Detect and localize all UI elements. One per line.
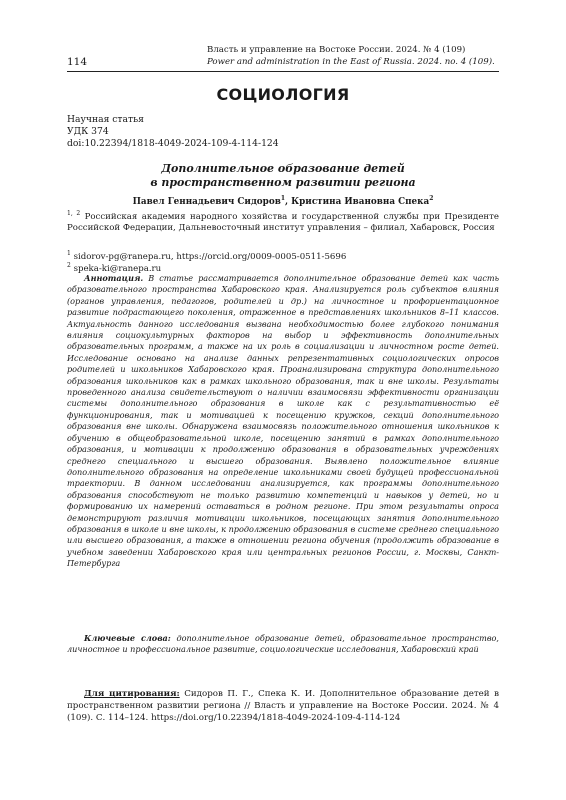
abstract bbox=[67, 273, 499, 570]
affiliation-text: Российская академия народного хозяйства и государственной службы при Президенте Российской Федерации, Дальневосточный институт управления – филиал, Хабаровск, Россия bbox=[67, 212, 499, 233]
section-title: СОЦИОЛОГИЯ bbox=[216, 85, 350, 104]
abstract-text: В статье рассматривается дополнительное образование детей как часть образовательного пространства Хабаровского края. Анализируется роль субъектов влияния (органов управления, педагогов, родителей и др.) на личностное и профориентационное развитие подрастающего поколения, отраженное в представлениях школьников 8–11 классов. Актуальность данного исследования вызвана необходимостью более глубокого понимания влияния социокультурных факторов на выбор и эффективность дополнительных образовательных программ, а также на их роль в социализации и личностном росте детей. Исследование основано на анализе данных репрезентативных социологических опросов родителей и школьников Хабаровского края. Проанализирована структура дополнительного образования школьников как в рамках школьного образования, так и вне школы. Результаты проведенного анализа свидетельствуют о наличии взаимосвязи эффективности организации системы дополнительного образования в школе как с результативностью её функционирования, так и мотивацией к посещению кружков, секций дополнительного образования вне школы. Обнаружена взаимосвязь положительного отношения школьников к обучению в общеобразовательной школе, посещению занятий в рамках дополнительного образования, и мотивации к продолжению образования в образовательных учреждениях среднего специального и высшего образования. Выявлено положительное влияние дополнительного образования на определение школьниками своей будущей профессиональной траектории. В данном исследовании анализируется, как программы дополнительного образования способствуют не только развитию компетенций и навыков у детей, но и формированию их намерений оставаться в родном регионе. При этом результаты опроса демонстрируют различия мотивации школьников, посещающих занятия дополнительного образования в школе и вне школы, к продолжению образования в системе среднего специального или высшего образования, а также в отношении региона обучения (продолжить образование в учебном заведении Хабаровского края или центральных регионов России, г. Москвы, Санкт-Петербурга bbox=[67, 273, 499, 569]
journal-reference bbox=[207, 44, 499, 68]
header-divider bbox=[67, 71, 499, 72]
author-affiliation-mark: 1 bbox=[280, 195, 285, 203]
article-title bbox=[67, 162, 499, 189]
contact-mark: 1 bbox=[67, 250, 71, 258]
contact-links[interactable]: sidorov-pg@ranepa.ru, https://orcid.org/0009-0005-0511-5696 bbox=[73, 252, 347, 262]
keywords-label: Ключевые слова: bbox=[84, 633, 171, 643]
author-contacts bbox=[67, 251, 346, 275]
article-meta bbox=[67, 114, 279, 150]
article-type: Научная статья bbox=[67, 114, 144, 125]
keywords-text: дополнительное образование детей, образовательное пространство, личностное и профессиональное развитие, социологические исследования, Хабаровский край bbox=[67, 633, 499, 655]
udk-code: УДК 374 bbox=[67, 126, 109, 137]
contact-email[interactable]: speka-ki@ranepa.ru bbox=[73, 264, 162, 274]
journal-title-en: Power and administration in the East of Russia. 2024. no. 4 (109). bbox=[207, 57, 495, 68]
abstract-label: Аннотация. bbox=[84, 273, 144, 283]
citation-text: Сидоров П. Г., Спека К. И. Дополнительное образование детей в пространственном развитии региона // Власть и управление на Востоке России. 2024. № 4 (109). С. 114–124. https://doi.org/10.22394/1818-4049-2024-109-4-114-124 bbox=[67, 689, 499, 723]
page-number: 114 bbox=[67, 56, 88, 68]
journal-title-ru: Власть и управление на Востоке России. 2024. № 4 (109) bbox=[207, 45, 466, 55]
author-list bbox=[67, 197, 499, 207]
article-title-line-2: в пространственном развитии региона bbox=[150, 175, 416, 189]
author-separator: , bbox=[285, 197, 292, 207]
citation bbox=[67, 688, 499, 724]
author-name: Кристина Ивановна Спека bbox=[291, 197, 430, 207]
contact-mark: 2 bbox=[67, 262, 71, 270]
contact-line bbox=[67, 251, 346, 263]
author-name: Павел Геннадьевич Сидоров bbox=[132, 197, 281, 207]
affiliation-mark: 1, 2 bbox=[67, 210, 81, 218]
author-affiliation-mark: 2 bbox=[429, 195, 434, 203]
citation-label: Для цитирования: bbox=[84, 689, 180, 699]
affiliation bbox=[67, 212, 499, 234]
article-title-line-1: Дополнительное образование детей bbox=[161, 162, 405, 175]
keywords bbox=[67, 633, 499, 656]
doi-link[interactable]: doi:10.22394/1818-4049-2024-109-4-114-124 bbox=[67, 138, 279, 149]
